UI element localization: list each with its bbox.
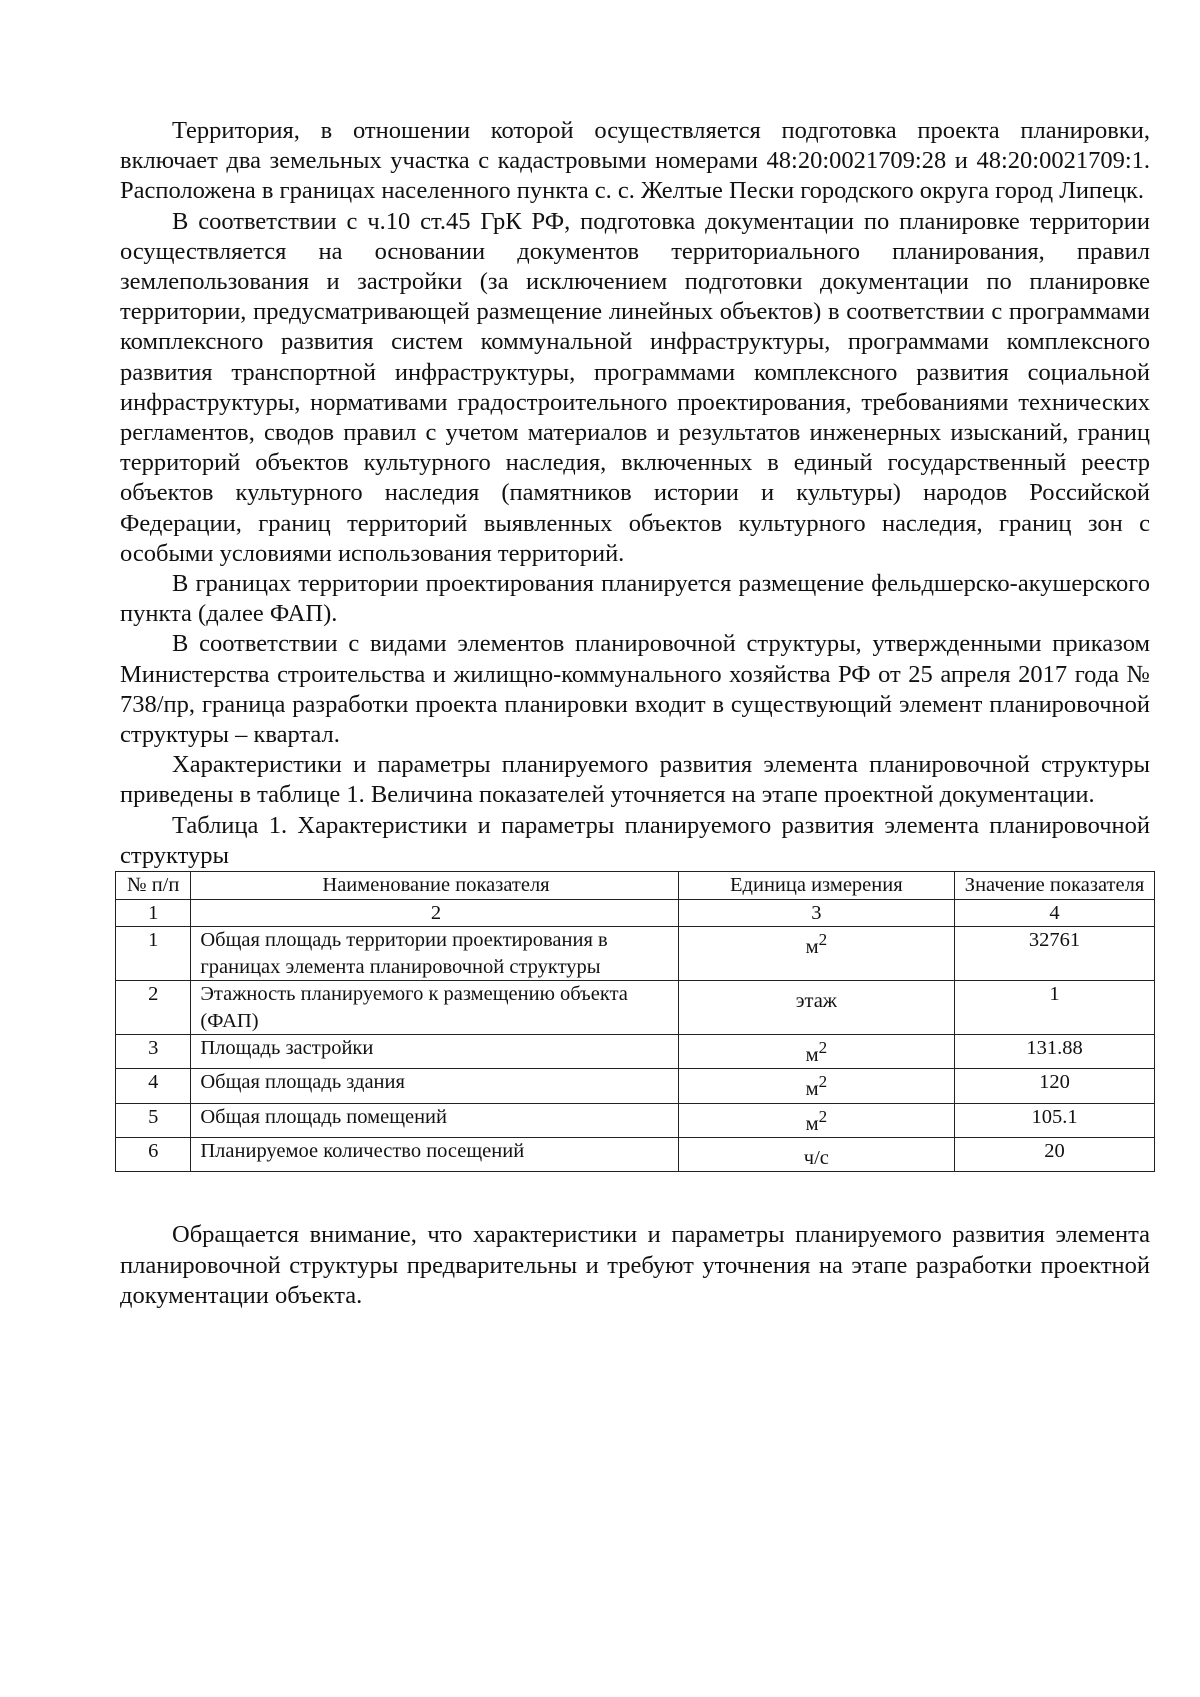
row-value: 20: [955, 1138, 1155, 1172]
unit-superscript: 2: [818, 1106, 828, 1126]
row-num: 4: [116, 1069, 191, 1103]
row-value: 131.88: [955, 1035, 1155, 1069]
column-number-4: 4: [955, 899, 1155, 927]
row-value: 1: [955, 981, 1155, 1035]
row-name: Планируемое количество посещений: [191, 1138, 678, 1172]
unit-text: м: [805, 1112, 819, 1135]
table-row: [116, 927, 1155, 981]
header-name: Наименование показателя: [191, 872, 678, 900]
document-page: [120, 116, 1150, 1311]
row-value: 32761: [955, 927, 1155, 981]
row-name: Этажность планируемого к размещению объекта (ФАП): [191, 981, 678, 1035]
unit-superscript: 2: [818, 1038, 828, 1058]
row-unit: [678, 1138, 954, 1172]
row-unit: [678, 1035, 954, 1069]
column-number-2: 2: [191, 899, 678, 927]
table-caption: Таблица 1. Характеристики и параметры планируемого развития элемента планировочной структуры: [120, 811, 1150, 869]
row-unit: [678, 1103, 954, 1137]
row-num: 3: [116, 1035, 191, 1069]
row-num: 1: [116, 927, 191, 981]
row-unit: [678, 1069, 954, 1103]
row-num: 6: [116, 1138, 191, 1172]
unit-superscript: 2: [818, 930, 828, 950]
unit-text: м: [805, 1043, 819, 1066]
header-unit: Единица измерения: [678, 872, 954, 900]
table-row: [116, 1069, 1155, 1103]
table-row: [116, 1103, 1155, 1137]
table-row: [116, 981, 1155, 1035]
paragraph-territory: Территория, в отношении которой осуществляется подготовка проекта планировки, включает два земельных участка с кадастровыми номерами 48:20:0021709:28 и 48:20:0021709:1. Расположена в границах населенного пункта с. с. Желтые Пески городского округа город Липецк.: [120, 117, 1150, 205]
row-unit: [678, 927, 954, 981]
row-name: Общая площадь территории проектирования в границах элемента планировочной структуры: [191, 927, 678, 981]
table-row: [116, 1138, 1155, 1172]
row-unit: [678, 981, 954, 1035]
paragraph-fap-placement: В границах территории проектирования планируется размещение фельдшерско-акушерского пункта (далее ФАП).: [120, 570, 1150, 628]
row-name: Общая площадь здания: [191, 1069, 678, 1103]
unit-superscript: 2: [818, 1072, 828, 1092]
table-column-number-row: [116, 899, 1155, 927]
paragraph-legal-basis: В соответствии с ч.10 ст.45 ГрК РФ, подготовка документации по планировке территории осуществляется на основании документов территориального планирования, правил землепользования и застройки (за исключением подготовки документации по планировке территории, предусматривающей размещение линейных объектов) в соответствии с программами комплексного развития систем коммунальной инфраструктуры, программами комплексного развития транспортной инфраструктуры, программами комплексного развития социальной инфраструктуры, нормативами градостроительного проектирования, требованиями технических регламентов, сводов правил с учетом материалов и результатов инженерных изысканий, границ территорий объектов культурного наследия, включенных в единый государственный реестр объектов культурного наследия (памятников истории и культуры) народов Российской Федерации, границ территорий выявленных объектов культурного наследия, границ зон с особыми условиями использования территорий.: [120, 207, 1150, 567]
row-num: 5: [116, 1103, 191, 1137]
parameters-table: [115, 871, 1155, 1172]
paragraph-planning-structure: В соответствии с видами элементов планировочной структуры, утвержденными приказом Министерства строительства и жилищно-коммунального хозяйства РФ от 25 апреля 2017 года № 738/пр, граница разработки проекта планировки входит в существующий элемент планировочной структуры – квартал.: [120, 630, 1150, 749]
unit-text: м: [805, 935, 819, 958]
unit-text: м: [805, 1078, 819, 1101]
unit-text: этаж: [795, 989, 837, 1012]
row-num: 2: [116, 981, 191, 1035]
header-value: Значение показателя: [955, 872, 1155, 900]
table-header-row: [116, 872, 1155, 900]
row-name: Общая площадь помещений: [191, 1103, 678, 1137]
column-number-1: 1: [116, 899, 191, 927]
header-num: № п/п: [116, 872, 191, 900]
table-row: [116, 1035, 1155, 1069]
paragraph-table-reference: Характеристики и параметры планируемого развития элемента планировочной структуры приведены в таблице 1. Величина показателей уточняется на этапе проектной документации.: [120, 751, 1150, 809]
row-name: Площадь застройки: [191, 1035, 678, 1069]
unit-text: ч/с: [803, 1146, 829, 1169]
row-value: 105.1: [955, 1103, 1155, 1137]
column-number-3: 3: [678, 899, 954, 927]
row-value: 120: [955, 1069, 1155, 1103]
paragraph-closing-note: Обращается внимание, что характеристики и параметры планируемого развития элемента планировочной структуры предварительны и требуют уточнения на этапе разработки проектной документации объекта.: [120, 1221, 1150, 1309]
